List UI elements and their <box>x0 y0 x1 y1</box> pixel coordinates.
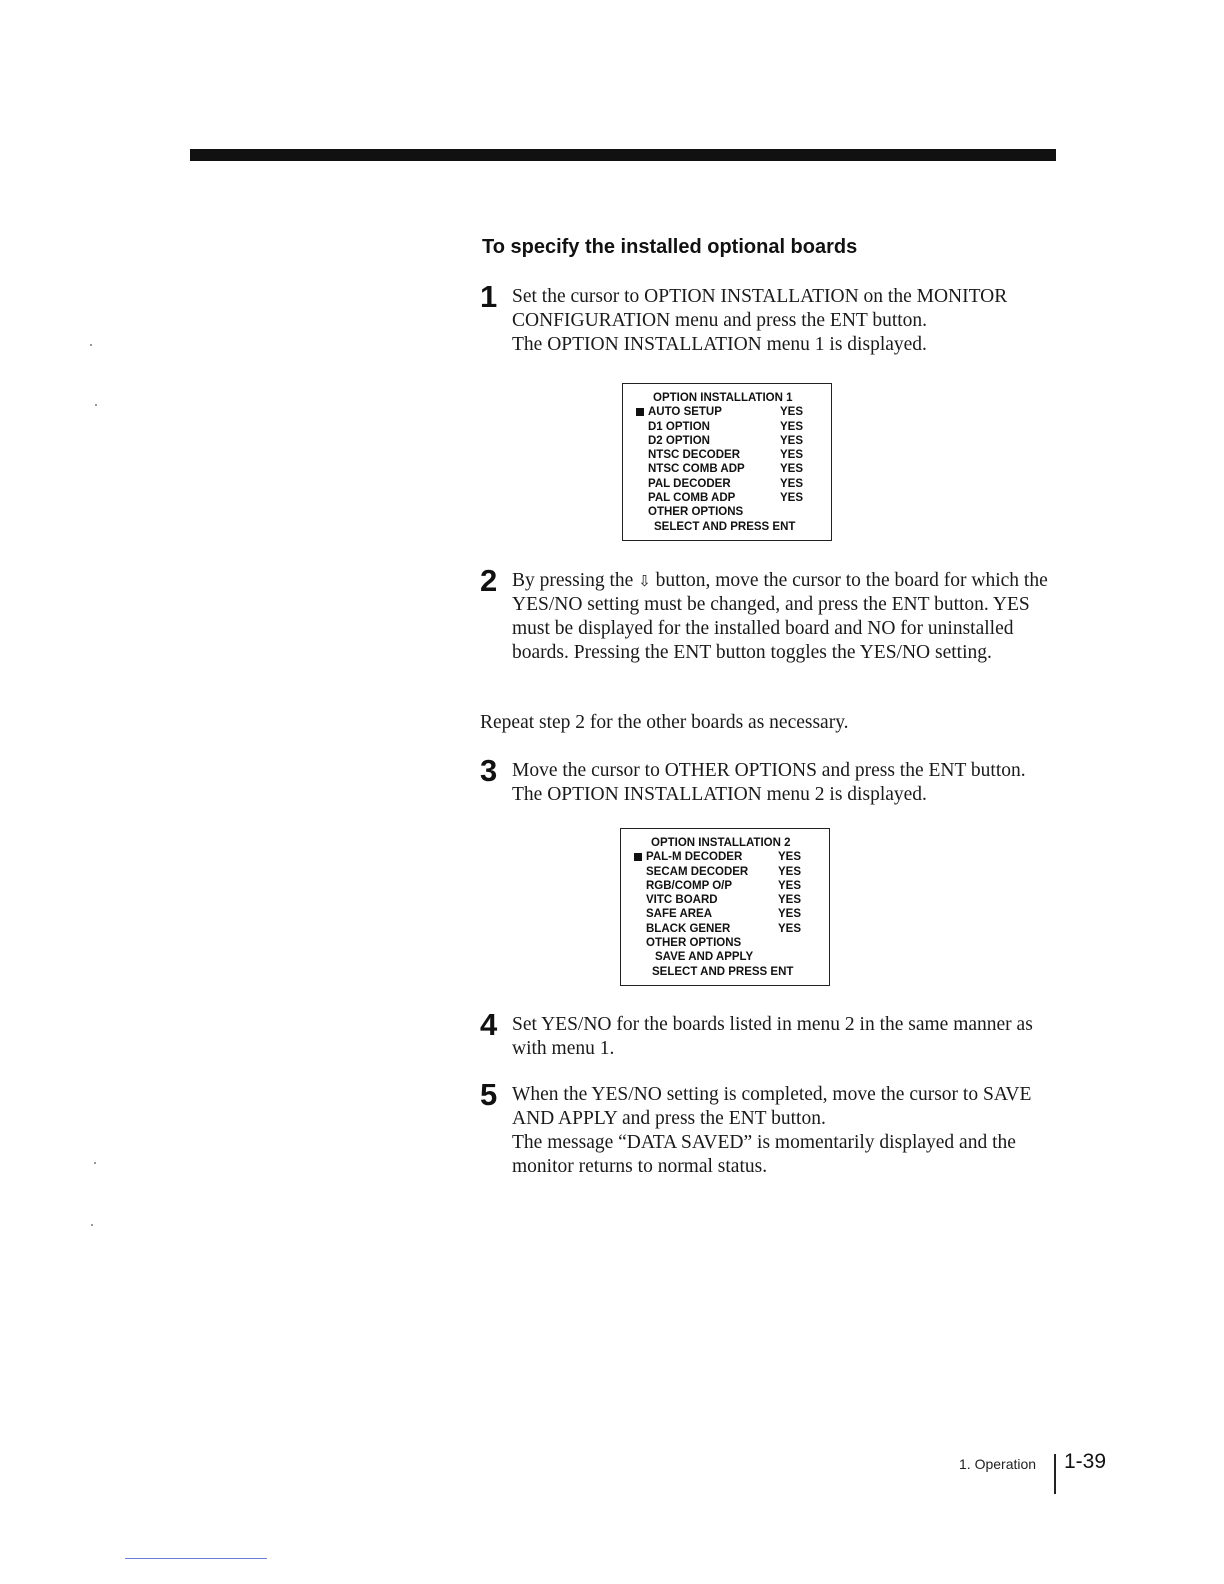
top-rule <box>190 149 1056 161</box>
step-text-part: By pressing the <box>512 570 634 591</box>
menu-row-label: RGB/COMP O/P <box>646 879 733 892</box>
menu-row-label: NTSC DECODER <box>648 449 741 462</box>
option-installation-menu-1 <box>622 383 832 541</box>
step-number: 2 <box>480 563 498 598</box>
menu-row-label: SECAM DECODER <box>646 865 749 878</box>
menu-footer: SELECT AND PRESS ENT <box>652 965 794 978</box>
step-instruction: Move the cursor to OTHER OPTIONS and press the ENT button. <box>512 760 1026 781</box>
menu-row <box>623 448 831 462</box>
step-text <box>512 1013 1060 1061</box>
menu-row-value: YES <box>778 908 802 921</box>
page-heading: To specify the installed optional boards <box>482 236 858 258</box>
footer-section-label: 1. Operation <box>959 1456 1037 1472</box>
step-text <box>512 569 1060 665</box>
menu-row-label: AUTO SETUP <box>648 406 722 419</box>
step-text <box>512 285 1060 357</box>
menu-row-label: OTHER OPTIONS <box>648 506 744 519</box>
menu-row-value: YES <box>778 922 802 935</box>
menu-title: OPTION INSTALLATION 1 <box>653 392 793 404</box>
scan-speck <box>90 344 92 346</box>
step-3 <box>480 753 1060 807</box>
menu-save-and-apply: SAVE AND APPLY <box>655 951 754 964</box>
step-result: The OPTION INSTALLATION menu 2 is displayed. <box>512 784 927 805</box>
menu-row <box>621 893 829 907</box>
menu-row-label: BLACK GENER <box>646 922 731 935</box>
menu-row <box>623 477 831 491</box>
menu-row-label: SAFE AREA <box>646 908 713 921</box>
step-result: The OPTION INSTALLATION menu 1 is displayed. <box>512 334 927 355</box>
menu-row-value: YES <box>780 420 804 433</box>
menu-row-value: YES <box>780 449 804 462</box>
bottom-rule <box>125 1558 267 1559</box>
scan-speck <box>94 1162 96 1164</box>
menu-row <box>621 865 829 879</box>
step-text <box>512 1083 1060 1179</box>
menu-row-value: YES <box>780 477 804 490</box>
step-instruction <box>512 569 1060 665</box>
cursor-marker-icon <box>636 408 644 416</box>
menu-row-label: VITC BOARD <box>646 894 718 907</box>
menu-row <box>623 491 831 505</box>
down-arrow-icon: ⇩ <box>638 572 651 590</box>
menu-row-label: PAL-M DECODER <box>646 851 743 864</box>
menu-row-label: PAL COMB ADP <box>648 492 736 505</box>
menu-footer: SELECT AND PRESS ENT <box>654 520 796 533</box>
page-number: 1-39 <box>1064 1450 1107 1473</box>
step-instruction: When the YES/NO setting is completed, move the cursor to SAVE AND APPLY and press the ENT button. <box>512 1084 1032 1129</box>
menu-row-label: PAL DECODER <box>648 477 731 490</box>
footer-divider <box>1054 1454 1056 1494</box>
menu-row-value: YES <box>780 434 804 447</box>
step-text <box>512 759 1060 807</box>
step-instruction: Set YES/NO for the boards listed in menu 2 in the same manner as with menu 1. <box>512 1014 1033 1059</box>
scan-speck <box>91 1224 93 1226</box>
menu-row-value: YES <box>780 463 804 476</box>
repeat-note: Repeat step 2 for the other boards as necessary. <box>480 712 849 733</box>
menu-row-label: NTSC COMB ADP <box>648 463 745 476</box>
step-2 <box>480 563 1060 665</box>
step-1 <box>480 279 1060 357</box>
menu-row <box>621 922 829 936</box>
cursor-marker-icon <box>634 853 642 861</box>
step-instruction: Set the cursor to OPTION INSTALLATION on the MONITOR CONFIGURATION menu and press the ENT button. <box>512 286 1008 331</box>
step-text-part: button, move the cursor to the board for which the YES/NO setting must be changed, and press the ENT button. YES must be displayed for the installed board and NO for uninstalled boards. Pressing the ENT button toggles the YES/NO setting. <box>512 570 1048 663</box>
menu-row-label: OTHER OPTIONS <box>646 937 742 950</box>
step-number: 5 <box>480 1077 498 1112</box>
menu-row <box>621 907 829 921</box>
menu-row-value: YES <box>778 865 802 878</box>
menu-row <box>623 420 831 434</box>
menu-row-value: YES <box>780 406 804 419</box>
menu-row <box>621 850 829 864</box>
step-number: 3 <box>480 753 498 788</box>
menu-row-value: YES <box>778 851 802 864</box>
step-number: 4 <box>480 1007 498 1042</box>
menu-row-label: D1 OPTION <box>648 420 710 433</box>
menu-title: OPTION INSTALLATION 2 <box>651 837 791 849</box>
menu-row <box>621 936 829 950</box>
menu-row-value: YES <box>778 894 802 907</box>
scan-speck <box>95 404 97 406</box>
menu-row <box>621 879 829 893</box>
menu-row-value: YES <box>780 492 804 505</box>
menu-row-label: D2 OPTION <box>648 434 710 447</box>
menu-row <box>623 434 831 448</box>
step-result: The message “DATA SAVED” is momentarily displayed and the monitor returns to normal status. <box>512 1132 1016 1177</box>
menu-row <box>623 462 831 476</box>
menu-row-value: YES <box>778 879 802 892</box>
menu-row <box>623 505 831 519</box>
menu-row <box>623 405 831 419</box>
step-5 <box>480 1077 1060 1179</box>
step-number: 1 <box>480 279 498 314</box>
option-installation-menu-2 <box>620 828 830 986</box>
step-4 <box>480 1007 1060 1061</box>
